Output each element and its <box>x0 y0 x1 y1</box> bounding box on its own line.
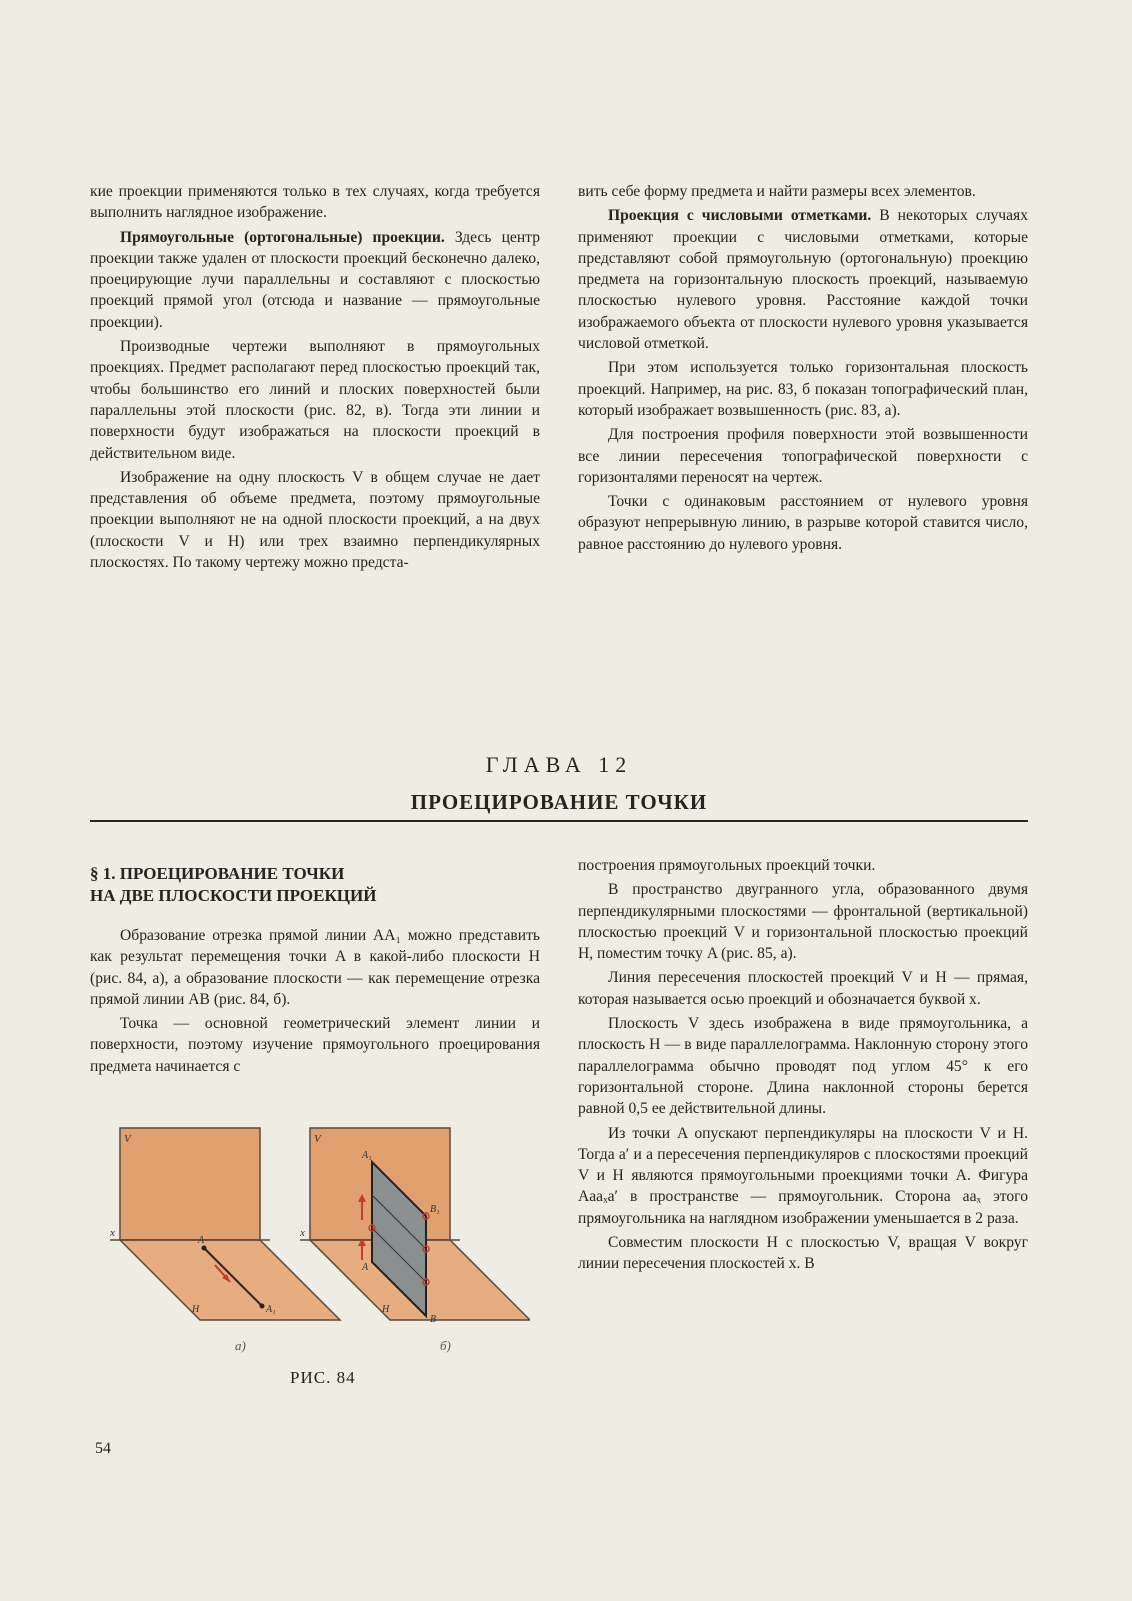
paragraph-lead: Проекция с числовыми отметками. <box>608 207 872 225</box>
label-a: A <box>362 1262 369 1273</box>
paragraph: вить себе форму предмета и найти размеры всех элементов. <box>578 183 976 200</box>
chapter-label: ГЛАВА 12 <box>485 752 633 777</box>
paragraph: Совместим плоскости H с плоскостью V, вращая V вокруг линии пересечения плоскостей x. В <box>578 1234 1028 1273</box>
figure-b <box>299 1128 530 1325</box>
figure-caption-a: а) <box>235 1338 246 1353</box>
point-a1 <box>260 1304 265 1309</box>
text-column-bottom-right <box>578 855 1028 1278</box>
label-b: B <box>430 1314 437 1325</box>
label-b1: B₁ <box>430 1204 440 1215</box>
paragraph: В пространство двугранного угла, образованного двумя перпендикулярными плоскостями — фронтальной (вертикальной) плоскостью проекций V и горизонтальной плоскостью проекций H, поместим точку A (рис. 85, а). <box>578 881 1028 963</box>
section-title <box>90 863 540 907</box>
paragraph <box>90 227 540 333</box>
label-h: H <box>382 1304 390 1315</box>
paragraph-lead: Прямоугольные (ортогональные) проекции. <box>120 228 445 246</box>
chapter-title: ПРОЕЦИРОВАНИЕ ТОЧКИ <box>410 790 708 814</box>
page-number: 54 <box>95 1440 111 1457</box>
plane-v-left <box>120 1128 260 1240</box>
point-a <box>202 1246 207 1251</box>
label-x: x <box>300 1227 305 1239</box>
plane-h-left <box>120 1240 340 1320</box>
label-a: A <box>198 1235 205 1246</box>
text-column-top-left <box>90 181 540 576</box>
figure-caption-b: б) <box>440 1338 451 1353</box>
paragraph-text: В некоторых случаях применяют проекции с числовыми отметками, которые представляют собой прямоугольную (ортогональную) проекцию предмета на горизонтальную плоскость проекций, называемую плоскостью нулевого уровня. Расстояние каждой точки изображаемого объекта от плоскости нулевого уровня указывается числовой отметкой. <box>578 207 1029 353</box>
label-a1: A₁ <box>266 1304 276 1315</box>
paragraph: Из точки A опускают перпендикуляры на плоскости V и H. Тогда a′ и a пересечения перпендикуляров с плоскостями проекций V и H являются прямоугольными проекциями точки A. Фигура Aaaₓa′ в пространстве — прямоугольник. Сторона aaₓ этого прямоугольника на наглядном изображении уменьшается в 2 раза. <box>578 1124 1028 1227</box>
paragraph: кие проекции применяются только в тех случаях, когда требуется выполнить наглядное изображение. <box>90 183 540 222</box>
text-column-top-right <box>578 181 1028 558</box>
section-title-line: НА ДВЕ ПЛОСКОСТИ ПРОЕКЦИЙ <box>90 886 377 905</box>
label-h: H <box>192 1304 200 1315</box>
section-title-line: § 1. ПРОЕЦИРОВАНИЕ ТОЧКИ <box>90 864 345 883</box>
label-v: V <box>314 1133 321 1145</box>
text-column-bottom-left <box>90 925 540 1080</box>
label-v: V <box>124 1133 131 1145</box>
paragraph: При этом используется только горизонтальная плоскость проекций. Например, на рис. 83, б показан топографический план, который изображает возвышенность (рис. 83, а). <box>578 359 1028 419</box>
paragraph: Точки с одинаковым расстоянием от нулевого уровня образуют непрерывную линию, в разрыве которой ставится число, равное расстоянию до нулевого уровня. <box>578 493 1028 553</box>
label-a1: A₁ <box>362 1150 372 1161</box>
paragraph: Производные чертежи выполняют в прямоугольных проекциях. Предмет располагают перед плоскостью проекций так, чтобы большинство его линий и плоских поверхностей были параллельны этой плоскости (рис. 82, в). Тогда эти линии и поверхности будут изображаться на плоскости проекций в действительном виде. <box>90 338 540 462</box>
paragraph: построения прямоугольных проекций точки. <box>578 857 876 874</box>
chapter-divider <box>90 820 1028 822</box>
paragraph: Для построения профиля поверхности этой возвышенности все линии пересечения топографической поверхности с горизонталями переносят на чертеж. <box>578 426 1028 486</box>
paragraph: Линия пересечения плоскостей проекций V и H — прямая, которая называется осью проекций и обозначается буквой x. <box>578 969 1028 1008</box>
paragraph: Образование отрезка прямой линии AA₁ можно представить как результат перемещения точки A в какой-либо плоскости H (рис. 84, а), а образование плоскости — как перемещение отрезка прямой линии AB (рис. 84, б). <box>90 927 540 1008</box>
figure-a <box>110 1128 340 1320</box>
label-x: x <box>110 1227 115 1239</box>
paragraph: Точка — основной геометрический элемент линии и поверхности, поэтому изучение прямоугольного проецирования предмета начинается с <box>90 1015 540 1075</box>
figure-84-drawing <box>110 1120 530 1360</box>
paragraph: Изображение на одну плоскость V в общем случае не дает представления об объеме предмета, поэтому прямоугольные проекции выполняют не на одной плоскости проекций, а на двух (плоскости V и H) или трех взаимно перпендикулярных плоскостях. По такому чертежу можно предста- <box>90 468 540 572</box>
figure-title: РИС. 84 <box>290 1368 356 1387</box>
paragraph-text: Здесь центр проекции также удален от плоскости проекций бесконечно далеко, проецирующие лучи параллельны и составляют с плоскостью проекций прямой угол (отсюда и название — прямоугольные проекции). <box>90 228 540 331</box>
paragraph <box>578 205 1028 354</box>
paragraph: Плоскость V здесь изображена в виде прямоугольника, а плоскость H — в виде параллелограмма. Наклонную сторону этого параллелограмма обычно проводят под углом 45° к его горизонтальной стороне. Длина наклонной стороны берется равной 0,5 ее действительной длины. <box>578 1015 1028 1118</box>
